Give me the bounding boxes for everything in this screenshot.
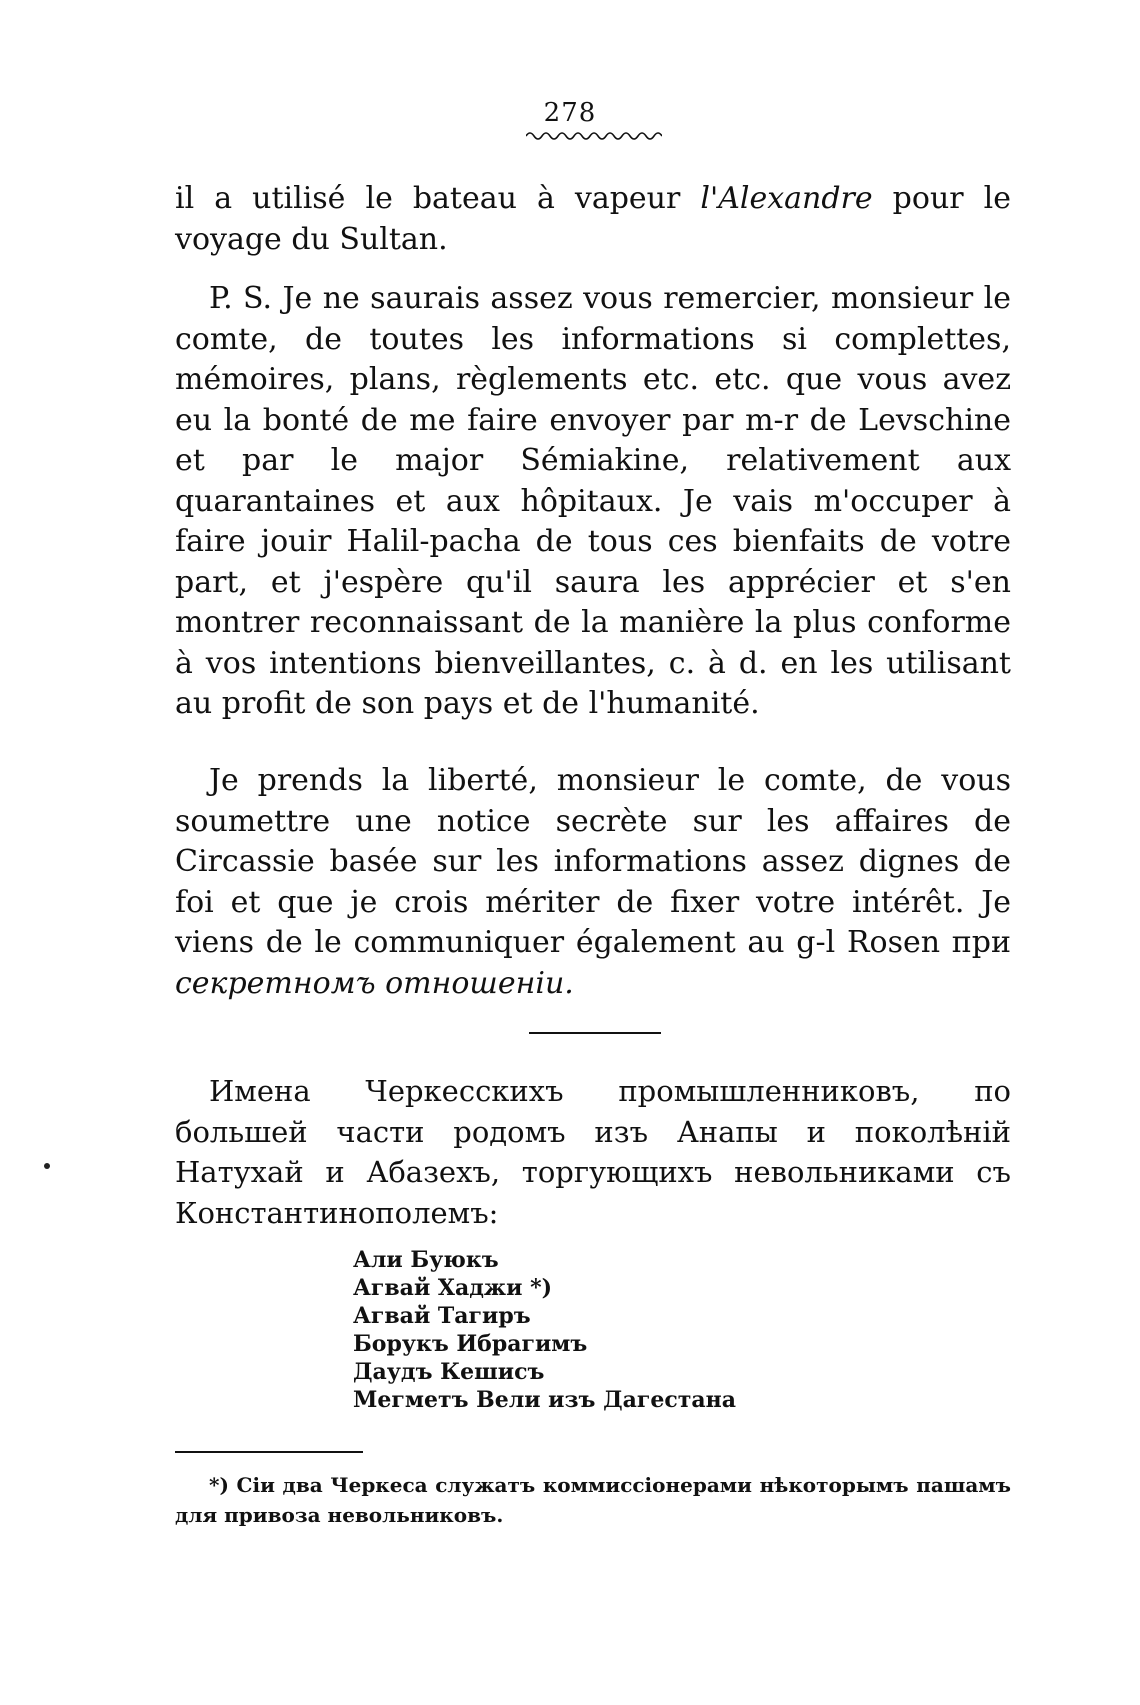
section-divider [529,1032,661,1034]
notice-italic: секретномъ отношеніи. [175,965,574,1001]
list-item: Али Буюкъ [353,1247,499,1273]
names-list [353,1246,853,1414]
notice-paragraph [175,761,1011,1004]
russian-intro-text: Имена Черкесскихъ промышленниковъ, по большей части родомъ изъ Анапы и поколѣній Натухай и Абазехъ, торгующихъ невольниками съ Константинополемъ: [175,1074,1011,1230]
opening-text-after: pour le voyage du Sultan. [175,181,1011,257]
page-number: 278 [543,98,597,128]
notice-text: Je prends la liberté, monsieur le comte, de vous soumettre une notice secrète sur les affaires de Circassie basée sur les informations assez dignes de foi et que je crois mériter de fixer votre intérêt. Je viens de le communiquer également au g-l Rosen при [175,763,1011,960]
list-item: Борукъ Ибрагимъ [353,1331,588,1357]
page-number-ornament [526,128,662,142]
footnote-divider [175,1451,363,1453]
postscript-text: P. S. Je ne saurais assez vous remercier, monsieur le comte, de toutes les informations si complettes, mémoires, plans, règlements etc. etc. que vous avez eu la bonté de me faire envoyer par m-r de Levschine et par le major Sémiakine, relativement aux quarantaines et aux hôpitaux. Je vais m'occuper à faire jouir Halil-pacha de tous ces bienfaits de votre part, et j'espère qu'il saura les apprécier et s'en montrer reconnaissant de la manière la plus conforme à vos intentions bienveillantes, c. à d. en les utilisant au profit de son pays et de l'humanité. [175,281,1011,721]
footnote: *) Сіи два Черкеса служатъ коммиссіонерами нѣкоторымъ пашамъ для привоза невольниковъ. [175,1473,1011,1527]
ship-name: l'Alexandre [700,181,873,216]
opening-text: il a utilisé le bateau à vapeur [175,181,701,216]
margin-mark [44,1163,50,1169]
postscript-paragraph [175,279,1011,725]
list-item: Даудъ Кешисъ [353,1359,545,1385]
list-item: Агвай Хаджи *) [353,1275,553,1301]
russian-intro-paragraph [175,1071,1011,1233]
list-item: Мегметъ Вели изъ Дагестана [353,1387,737,1413]
opening-paragraph [175,179,1011,260]
list-item: Агвай Тагиръ [353,1303,531,1329]
